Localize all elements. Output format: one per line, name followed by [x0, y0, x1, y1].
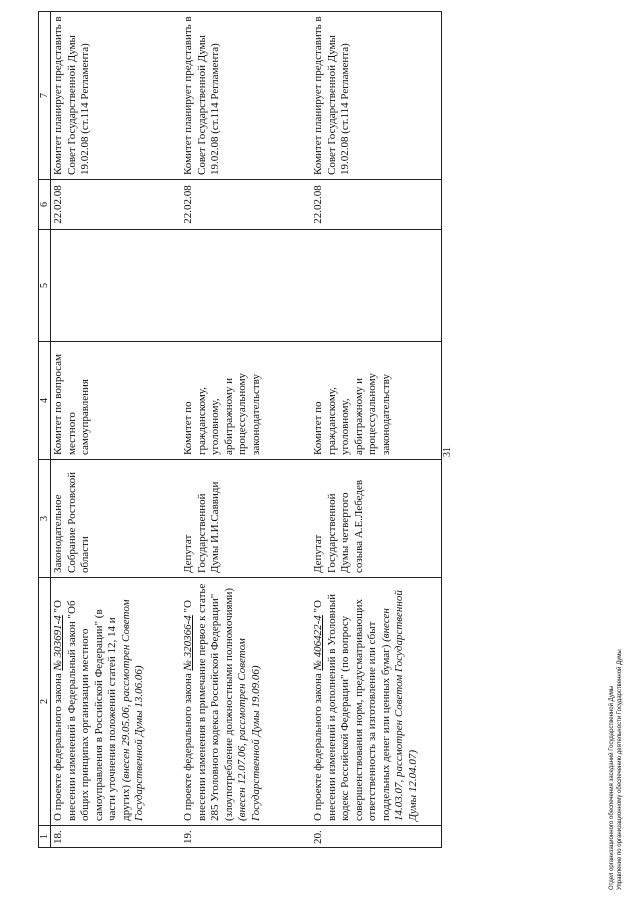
row-number: 18.: [51, 826, 182, 848]
bill-intro: О проекте федерального закона: [52, 670, 64, 821]
responsible-committee: Комитет по вопросам местного самоуправления: [51, 342, 182, 460]
column-5-cell: [311, 230, 442, 342]
table-row: [181, 12, 311, 848]
column-5-cell: [181, 230, 311, 342]
bill-note: (внесен 14.03.07, рассмотрен Советом Государственной Думы 12.04.07): [379, 590, 419, 821]
column-5-cell: [51, 230, 182, 342]
table-row: [51, 12, 182, 848]
bill-number: № 303691-4: [52, 615, 64, 671]
committee-plan: Комитет планирует представить в Совет Государственной Думы 19.02.08 (ст.114 Регламента): [51, 12, 182, 180]
bill-note: (внесен 29.05.06, рассмотрен Советом Государственной Думы 13.06.06): [119, 599, 145, 821]
bill-description: [311, 578, 442, 826]
column-header: 3: [39, 460, 51, 578]
bill-initiator: Депутат Государственной Думы И.И.Саввиди: [181, 460, 311, 578]
table-row: [311, 12, 442, 848]
column-header: 1: [39, 826, 51, 848]
row-number: 19.: [181, 826, 311, 848]
bill-intro: О проекте федерального закона: [182, 670, 194, 821]
page-number: 31: [442, 447, 453, 457]
bill-description: [51, 578, 182, 826]
bill-number: № 320366-4: [182, 615, 194, 671]
bill-intro: О проекте федерального закона: [312, 670, 324, 821]
bill-number: № 406422-4: [312, 615, 324, 671]
page-footer: [608, 330, 624, 890]
column-header: 2: [39, 578, 51, 826]
bill-title: "О внесении изменений и дополнений в Уголовный кодекс Российской Федерации" (по вопросу совершенствования норм, предусматривающих ответственность за изготовление или сбыт поддельных денег или ценных бумаг): [312, 594, 392, 821]
bills-table: [38, 11, 442, 848]
deadline-date: 22.02.08: [311, 180, 442, 230]
bill-title: "О внесении изменений в Федеральный закон "Об общих принципах организации местного самоуправления в Российской Федерации" (в части уточнения положений статей 12, 14 и других): [52, 600, 132, 821]
deadline-date: 22.02.08: [181, 180, 311, 230]
column-header: 7: [39, 12, 51, 180]
column-header: 4: [39, 342, 51, 460]
footer-directorate: Управление по организационному обеспечению деятельности Государственной Думы: [617, 649, 623, 890]
column-header: 6: [39, 180, 51, 230]
column-header: 5: [39, 230, 51, 342]
bill-description: [181, 578, 311, 826]
bill-initiator: Законодательное Собрание Ростовской области: [51, 460, 182, 578]
responsible-committee: Комитет по гражданскому, уголовному, арбитражному и процессуальному законодательству: [311, 342, 442, 460]
bill-initiator: Депутат Государственной Думы четвертого созыва А.Е.Лебедев: [311, 460, 442, 578]
responsible-committee: Комитет по гражданскому, уголовному, арбитражному и процессуальному законодательству: [181, 342, 311, 460]
footer-department: Отдел организационного обеспечения заседаний Государственной Думы: [609, 685, 615, 890]
committee-plan: Комитет планирует представить в Совет Государственной Думы 19.02.08 (ст.114 Регламента): [181, 12, 311, 180]
column-header-row: [39, 12, 51, 848]
committee-plan: Комитет планирует представить в Совет Государственной Думы 19.02.08 (ст.114 Регламента): [311, 12, 442, 180]
bill-note: (внесен 12.07.06, рассмотрен Советом Государственной Думы 19.09.06): [236, 638, 262, 821]
bill-title: "О внесении изменения в примечание первое к статье 285 Уголовного кодекса Российской Федерации" (злоупотребление должностными полномочиями): [182, 583, 235, 821]
deadline-date: 22.02.08: [51, 180, 182, 230]
row-number: 20.: [311, 826, 442, 848]
bills-table-container: [38, 12, 438, 848]
